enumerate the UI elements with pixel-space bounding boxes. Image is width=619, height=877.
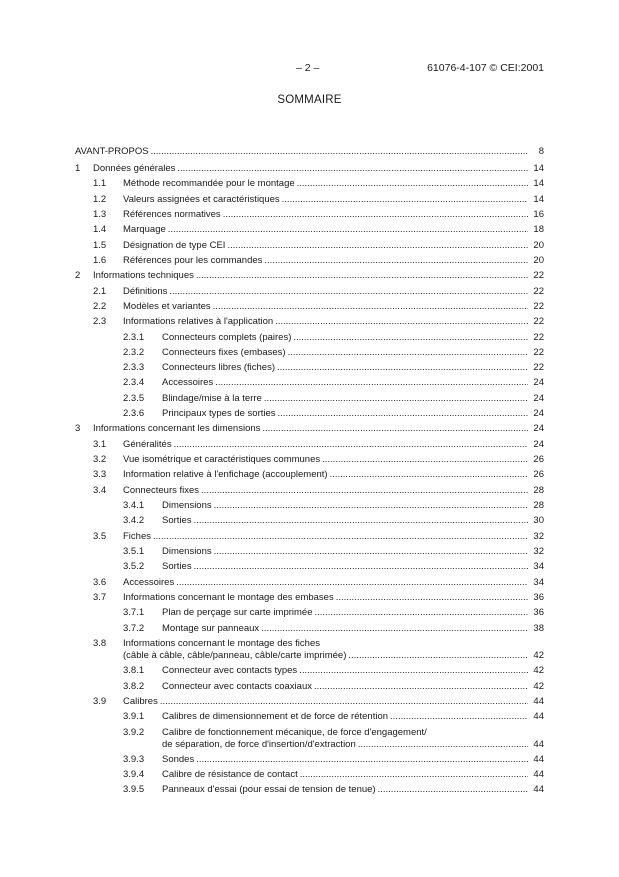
dot-leader [322, 454, 528, 466]
toc-entry-page: 26 [533, 454, 544, 466]
toc-entry-page: 32 [533, 530, 544, 542]
dot-leader [160, 696, 528, 708]
dot-leader [151, 146, 528, 158]
toc-entry-number: 3.7.1 [123, 607, 145, 619]
toc-entry-title: Références normatives [123, 208, 221, 220]
toc-entry-title: Panneaux d'essai (pour essai de tension de tenue) [162, 784, 376, 796]
dot-leader [293, 332, 528, 344]
toc-entry-page: 16 [533, 208, 544, 220]
toc-entry-number: 2.3.5 [123, 392, 145, 404]
dot-leader [153, 531, 528, 543]
dot-leader [168, 224, 528, 236]
toc-entry-number: 1.3 [93, 208, 107, 220]
dot-leader [262, 423, 528, 435]
toc-entry-page: 14 [533, 193, 544, 205]
dot-leader [288, 347, 528, 359]
toc-entry-number: 3.5 [93, 530, 107, 542]
toc-entry-number: 3.3 [93, 469, 107, 481]
dot-leader [215, 377, 528, 389]
toc-entry-page: 38 [533, 622, 544, 634]
toc-entry-number: 3 [75, 423, 81, 435]
toc-entry-number: 3.8.1 [123, 665, 145, 677]
toc-entry-number: 2.3.3 [123, 362, 145, 374]
toc-entry-number: 3.9.2 [123, 726, 145, 738]
toc-entry-title: Méthode recommandée pour le montage [123, 178, 295, 190]
toc-entry-title: Accessoires [162, 377, 214, 389]
page-title: SOMMAIRE [277, 94, 342, 106]
toc-entry-title: Information relative à l'enfichage (accouplement) [123, 469, 328, 481]
toc-entry-number: 2 [75, 270, 81, 282]
toc-entry-number: 2.3.6 [123, 408, 145, 420]
toc-entry-number: 1.5 [93, 239, 107, 251]
toc-entry-page: 42 [533, 649, 544, 661]
dot-leader [177, 163, 528, 175]
toc-entry-page: 24 [533, 377, 544, 389]
toc-entry-title: Connecteurs fixes [123, 484, 200, 496]
dot-leader [264, 393, 528, 405]
dot-leader [176, 577, 528, 589]
toc-entry-page: 22 [533, 331, 544, 343]
dot-leader [358, 739, 528, 751]
toc-entry-title: Informations concernant le montage des fiches [123, 637, 320, 649]
toc-entry-title: Connecteurs complets (paires) [162, 331, 292, 343]
toc-entry-number: 3.6 [93, 576, 107, 588]
toc-entry-title: Accessoires [123, 576, 175, 588]
toc-entry-page: 42 [533, 680, 544, 692]
toc-entry-page: 36 [533, 607, 544, 619]
dot-leader [275, 316, 528, 328]
dot-leader [196, 270, 528, 282]
toc-entry-title: Vue isométrique et caractéristiques communes [123, 454, 321, 466]
toc-entry-page: 24 [533, 423, 544, 435]
toc-entry-page: 22 [533, 316, 544, 328]
toc-entry-number: 3.5.2 [123, 561, 145, 573]
toc-entry-title: Données générales [93, 163, 176, 174]
toc-entry-title: Plan de perçage sur carte imprimée [162, 607, 313, 619]
toc-entry-number: 2.2 [93, 300, 107, 312]
toc-entry-page: 44 [533, 784, 544, 796]
toc-entry-title: Connecteurs libres (fiches) [162, 362, 275, 374]
toc-entry-number: 2.1 [93, 285, 107, 297]
toc-entry-title: Sorties [162, 515, 192, 527]
toc-entry-title: AVANT-PROPOS [75, 146, 149, 157]
dot-leader [227, 240, 528, 252]
toc-entry-title: Montage sur panneaux [162, 622, 260, 634]
toc-entry-number: 3.2 [93, 454, 107, 466]
toc-entry-page: 22 [533, 285, 544, 297]
toc-entry-title: Désignation de type CEI [123, 239, 226, 251]
toc-entry-number: 2.3.4 [123, 377, 145, 389]
toc-entry-title: Connecteurs fixes (embases) [162, 346, 286, 358]
dot-leader [277, 362, 528, 374]
document-reference: 61076-4-107 © CEI:2001 [427, 62, 544, 74]
dot-leader [169, 286, 528, 298]
toc-entry-title: Informations concernant les dimensions [93, 423, 261, 435]
toc-entry-page: 22 [533, 346, 544, 358]
toc-entry-page: 22 [533, 270, 544, 282]
toc-entry-title: Blindage/mise à la terre [162, 392, 262, 404]
toc-entry-number: 2.3 [93, 316, 107, 328]
toc-entry-page: 28 [533, 484, 544, 496]
toc-entry-page: 8 [538, 146, 544, 157]
dot-leader [378, 784, 528, 796]
dot-leader [213, 301, 528, 313]
toc-entry-number: 2.3.2 [123, 346, 145, 358]
toc-entry-title: Fiches [123, 530, 151, 542]
dot-leader [330, 469, 528, 481]
toc-entry-page: 22 [533, 362, 544, 374]
dot-leader [336, 592, 528, 604]
toc-entry-title: Informations concernant le montage des embases [123, 591, 334, 603]
toc-entry-title-continued: de séparation, de force d'insertion/d'extraction [162, 738, 356, 750]
toc-entry-number: 1 [75, 163, 81, 174]
toc-entry-title: Calibre de résistance de contact [162, 769, 298, 781]
toc-entry-title: Informations relatives à l'application [123, 316, 274, 328]
toc-entry-page: 34 [533, 561, 544, 573]
toc-entry-page: 14 [533, 178, 544, 190]
toc-entry-number: 3.4.2 [123, 515, 145, 527]
dot-leader [299, 665, 528, 677]
dot-leader [196, 754, 528, 766]
toc-entry-page: 34 [533, 576, 544, 588]
dot-leader [194, 561, 528, 573]
toc-entry-number: 3.9.1 [123, 711, 145, 723]
toc-entry-title: Références pour les commandes [123, 254, 263, 266]
toc-entry-page: 18 [533, 224, 544, 236]
toc-entry-page: 20 [533, 239, 544, 251]
toc-entry-title: Modèles et variantes [123, 300, 211, 312]
dot-leader [297, 178, 528, 190]
toc-entry-page: 44 [533, 695, 544, 707]
toc-entry-page: 24 [533, 408, 544, 420]
toc-entry-number: 3.8.2 [123, 680, 145, 692]
dot-leader [348, 650, 528, 662]
dot-leader [201, 485, 528, 497]
dot-leader [214, 546, 528, 558]
dot-leader [300, 769, 528, 781]
toc-entry-title: Dimensions [162, 546, 212, 557]
toc-entry-page: 14 [533, 163, 544, 174]
toc-entry-page: 24 [533, 438, 544, 450]
dot-leader [314, 681, 528, 693]
toc-entry-number: 3.1 [93, 438, 107, 450]
toc-entry-title: Sondes [162, 753, 195, 765]
toc-entry-number: 3.9.4 [123, 769, 145, 781]
toc-entry-page: 36 [533, 591, 544, 603]
toc-entry-title: Généralités [123, 438, 172, 450]
toc-entry-title: Informations techniques [93, 270, 194, 282]
toc-entry-number: 3.4.1 [123, 500, 145, 512]
toc-entry-number: 3.4 [93, 484, 107, 496]
toc-entry-title: Calibres [123, 695, 158, 707]
toc-entry-page: 28 [533, 500, 544, 512]
dot-leader [282, 194, 528, 206]
toc-entry-title: Connecteur avec contacts types [162, 665, 298, 677]
toc-entry-page: 44 [533, 769, 544, 781]
toc-entry-number: 3.9 [93, 695, 107, 707]
toc-entry-page: 24 [533, 392, 544, 404]
toc-entry-number: 1.1 [93, 178, 107, 190]
toc-entry-number: 3.9.5 [123, 784, 145, 796]
toc-entry-number: 1.6 [93, 254, 107, 266]
toc-entry-title: Dimensions [162, 500, 212, 512]
toc-entry-title: Calibres de dimensionnement et de force de rétention [162, 711, 389, 723]
toc-entry-number: 1.4 [93, 224, 107, 236]
dot-leader [174, 439, 528, 451]
toc-entry-page: 44 [533, 738, 544, 750]
toc-entry-title: Définitions [123, 285, 168, 297]
toc-entry-title: Marquage [123, 224, 166, 236]
dot-leader [223, 209, 528, 221]
toc-entry-page: 44 [533, 711, 544, 723]
toc-entry-page: 32 [533, 546, 544, 557]
toc-entry-page: 30 [533, 515, 544, 527]
toc-entry-page: 44 [533, 753, 544, 765]
dot-leader [214, 500, 528, 512]
toc-entry-page: 20 [533, 254, 544, 266]
toc-entry-page: 22 [533, 300, 544, 312]
toc-entry-page: 42 [533, 665, 544, 677]
toc-entry-title: Sorties [162, 561, 192, 573]
toc-entry-title: Connecteur avec contacts coaxiaux [162, 680, 312, 692]
dot-leader [194, 515, 528, 527]
dot-leader [278, 408, 528, 420]
dot-leader [261, 623, 528, 635]
toc-entry-number: 3.7 [93, 591, 107, 603]
dot-leader [315, 607, 529, 619]
toc-entry-number: 3.9.3 [123, 753, 145, 765]
toc-entry-number: 1.2 [93, 193, 107, 205]
toc-entry-number: 3.7.2 [123, 622, 145, 634]
toc-entry-title: Calibre de fonctionnement mécanique, de force d'engagement/ [162, 726, 427, 738]
toc-entry-number: 3.8 [93, 637, 107, 649]
page-number: – 2 – [296, 62, 320, 74]
toc-entry-number: 3.5.1 [123, 546, 145, 557]
toc-entry-title-continued: (câble à câble, câble/panneau, câble/carte imprimée) [123, 649, 347, 661]
toc-entry-page: 26 [533, 469, 544, 481]
dot-leader [264, 255, 528, 267]
dot-leader [390, 711, 528, 723]
toc-entry-title: Principaux types de sorties [162, 408, 276, 420]
toc-entry-number: 2.3.1 [123, 331, 145, 343]
toc-entry-title: Valeurs assignées et caractéristiques [123, 193, 280, 205]
